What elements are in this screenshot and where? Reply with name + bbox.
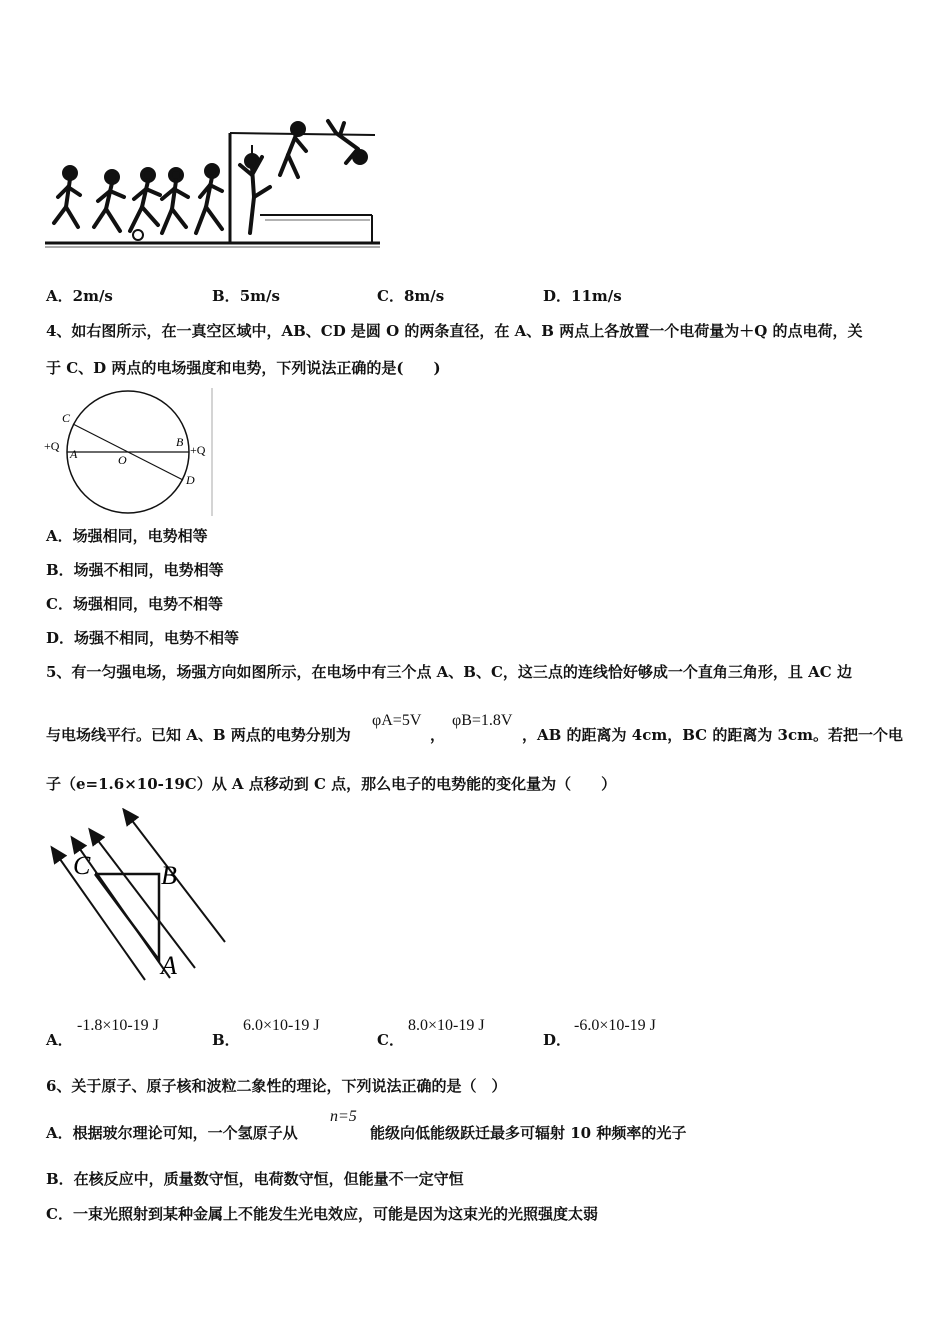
label-o: O [118,453,127,467]
q4-circle-figure [40,388,220,516]
q5-option-c-label: C． [377,1031,404,1049]
q5-option-d-label: D． [543,1031,572,1049]
label-qright: +Q [190,443,206,457]
label-d: D [186,473,195,487]
q3-option-b: B．5m/s [212,287,280,305]
q4-option-b: B．场强不相同，电势相等 [46,561,224,579]
q3-option-a: A．2m/s [46,287,113,305]
q4-option-a: A．场强相同，电势相等 [46,527,208,545]
q5-stem-line1: 5、有一匀强电场，场强方向如图所示，在电场中有三个点 A、B、C，这三点的连线恰好够成一个直角三角形，且 AC 边 [46,663,852,681]
q5-stem-line2a: 与电场线平行。已知 A、B 两点的电势分别为 [46,726,351,744]
q6-stem: 6、关于原子、原子核和波粒二象性的理论，下列说法正确的是（ ） [46,1077,507,1095]
label-b: B [176,435,184,449]
q3-option-d: D．11m/s [543,287,622,305]
triangle-abc [95,874,159,960]
label-qleft: +Q [44,439,60,453]
q4-stem-line1: 4、如右图所示，在一真空区域中，AB、CD 是圆 O 的两条直径，在 A、B 两点上各放置一个电荷量为＋Q 的点电荷，关 [46,322,863,340]
q5-stem-line2b: ，AB 的距离为 4cm，BC 的距离为 3cm。若把一个电 [522,726,903,744]
label-c: C [73,851,91,880]
q6-option-a-pre: A．根据玻尔理论可知，一个氢原子从 [46,1124,298,1142]
field-line-1 [55,852,145,980]
q4-stem-line2: 于 C、D 两点的电场强度和电势，下列说法正确的是( ) [46,359,441,377]
q6-option-b: B．在核反应中，质量数守恒，电荷数守恒，但能量不一定守恒 [46,1170,464,1188]
q5-phi-a: φA=5V [372,712,422,729]
label-a: A [161,951,177,980]
q5-stem-line3: 子（e=1.6×10-19C）从 A 点移动到 C 点，那么电子的电势能的变化量为（ ） [46,775,617,793]
q5-option-b-label: B． [212,1031,240,1049]
q5-phi-b: φB=1.8V [452,712,513,729]
label-b: B [161,861,177,890]
q6-option-c: C．一束光照射到某种金属上不能发生光电效应，可能是因为这束光的光照强度太弱 [46,1205,598,1223]
q5-option-b-value: 6.0×10-19 J [243,1017,320,1034]
high-jump-figure [40,115,385,255]
label-a: A [70,447,78,461]
q5-option-a-value: -1.8×10-19 J [77,1017,159,1034]
field-line-3 [93,834,195,968]
q5-option-a-label: A． [46,1031,73,1049]
q6-option-a-post: 能级向低能级跃迁最多可辐射 10 种频率的光子 [370,1124,687,1142]
q6-n-expr: n=5 [330,1108,357,1125]
q3-option-c: C．8m/s [377,287,445,305]
q4-option-c: C．场强相同，电势不相等 [46,595,223,613]
q5-comma: ， [430,726,446,744]
label-c: C [62,411,71,425]
q5-field-figure [45,808,240,988]
q5-option-d-value: -6.0×10-19 J [574,1017,656,1034]
q5-option-c-value: 8.0×10-19 J [408,1017,485,1034]
q4-option-d: D．场强不相同，电势不相等 [46,629,240,647]
